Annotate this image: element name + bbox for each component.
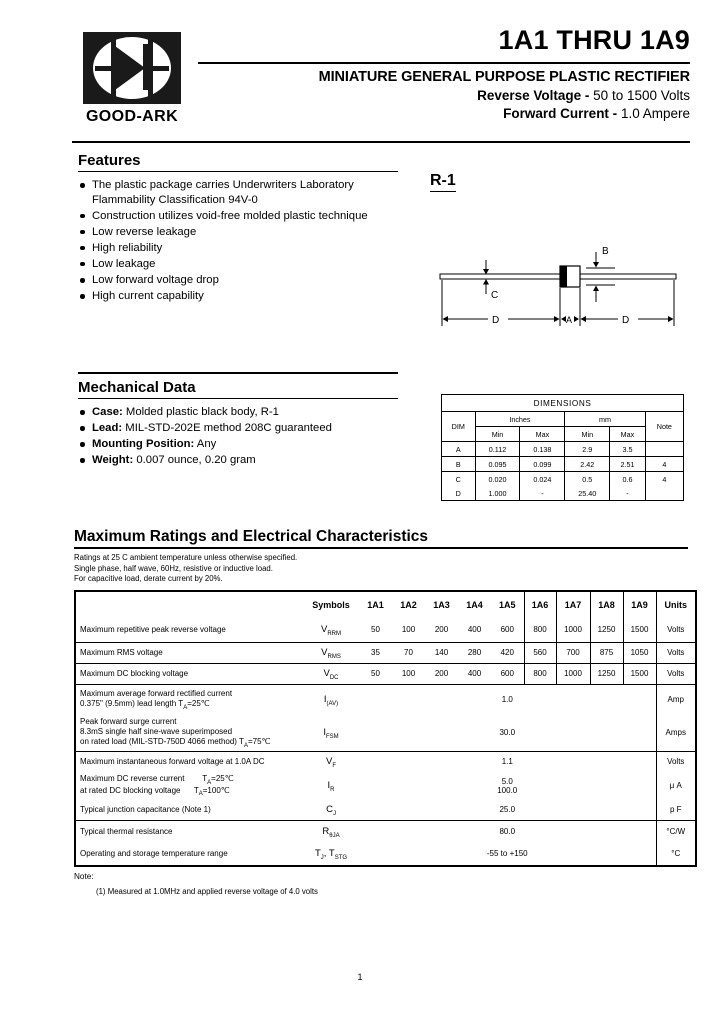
dimensions-title: DIMENSIONS [442,395,684,412]
value-cell: 100 [392,663,425,684]
package-label: R-1 [430,172,456,192]
table-header-row [75,591,696,618]
mech-label: Case: [92,406,123,418]
value-cell: 1000 [556,618,590,643]
list-item: High current capability [78,289,398,304]
row-desc: Maximum instantaneous forward voltage at 1.0A DC [75,751,303,772]
ratings-conditions [74,553,688,585]
dim-cell: 25.40 [565,486,610,501]
dim-cell: 0.6 [610,472,645,487]
row-desc: Maximum RMS voltage [75,642,303,663]
col-header-1a7: 1A7 [556,591,590,618]
table-row [75,800,696,821]
row-desc-line1: Maximum DC reverse current $T_A=25℃$ [80,774,234,786]
value-cell: 1250 [590,618,623,643]
company-name: GOOD-ARK [85,108,179,125]
value-cell: 200 [425,663,458,684]
value-cell: 1050 [623,642,656,663]
condition-line: For capacitive load, derate current by 20%. [74,574,223,584]
reverse-voltage-spec [198,88,690,103]
ratings-divider [74,547,688,549]
value-cell-span: 1.0 [501,695,513,705]
table-row [75,820,696,843]
value-100c: 100.0 [497,785,518,795]
mech-value: Any [196,438,217,451]
col-header-1a2: 1A2 [392,591,425,618]
value-cell: 1000 [556,663,590,684]
value-cell: 50 [359,663,392,684]
units-cell: Amps [656,715,696,752]
value-cell-span: 30.0 [359,715,656,752]
forward-current-spec [198,106,690,121]
svg-text:D: D [492,315,500,326]
table-row [442,457,684,472]
page-title: 1A1 THRU 1A9 [498,25,690,55]
ratings-table [74,590,697,867]
units-cell: Amp [656,684,696,715]
value-cell-span [359,772,656,800]
dim-cell: 2.42 [565,457,610,472]
units-cell: Volts [656,663,696,684]
dim-cell: 0.138 [520,442,565,457]
table-row [75,843,696,866]
units-cell: Volts [656,618,696,643]
value-cell-span: -55 to +150 [359,843,656,866]
notes-section [74,872,688,896]
value-cell: 400 [458,618,491,643]
diode-logo-icon [83,32,181,104]
row-symbol: $I_{(AV)}$ [323,694,339,707]
svg-text:C: C [491,290,499,301]
mech-label: Mounting Position: [92,438,195,451]
dim-cell [645,442,683,457]
dimensions-table [441,394,684,501]
table-row [442,486,684,501]
value-cell: 70 [392,642,425,663]
title-divider [198,62,690,64]
mech-value: 0.007 ounce, 0.20 gram [136,454,256,467]
row-desc [75,684,303,715]
table-row [75,751,696,772]
dim-cell: - [610,486,645,501]
value-cell: 700 [556,642,590,663]
company-logo [72,32,192,126]
condition-line: Single phase, half wave, 60Hz, resistive or inductive load. [74,563,273,573]
table-row [75,618,696,643]
dim-cell: 2.51 [610,457,645,472]
units-cell: Volts [656,642,696,663]
value-25c: 5.0 [501,776,513,786]
value-cell: 400 [458,663,491,684]
row-desc-line1: Peak forward surge current [80,716,177,726]
col-header-units: Units [656,591,696,618]
row-desc [75,772,303,800]
mech-value: Molded plastic black body, R-1 [125,406,279,418]
col-header-1a8: 1A8 [590,591,623,618]
value-cell: 100 [392,618,425,643]
value-cell: 35 [359,642,392,663]
col-header-1a5: 1A5 [491,591,524,618]
value-cell: 1250 [590,663,623,684]
features-section [78,152,398,305]
dim-cell: C [442,472,476,487]
row-desc-line2: 8.3mS single half sine-wave superimposed [80,727,233,737]
table-row [442,395,684,412]
dim-cell: 0.020 [475,472,520,487]
table-row [442,442,684,457]
inches-col-header: Inches [475,412,565,427]
dim-cell: 0.095 [475,457,520,472]
row-desc: Typical thermal resistance [75,820,303,843]
row-desc: Maximum repetitive peak reverse voltage [75,618,303,643]
ratings-section [74,528,688,867]
list-item: Construction utilizes void-free molded plastic technique [78,209,398,224]
value-cell: 600 [491,663,524,684]
r1-outline-diagram [430,224,686,332]
svg-text:B: B [602,246,609,257]
dim-cell: D [442,486,476,501]
units-cell: p F [656,800,696,821]
features-divider [78,171,398,172]
table-row [442,472,684,487]
mechanical-top-divider [78,372,398,374]
col-header-1a6: 1A6 [524,591,556,618]
reverse-voltage-label: Reverse Voltage - [477,88,590,103]
row-desc: Operating and storage temperature range [75,843,303,866]
svg-text:A: A [566,315,573,325]
dim-cell: 0.112 [475,442,520,457]
row-symbol: $V_{RMS}$ [303,642,359,663]
title-area [198,24,690,121]
value-cell: 875 [590,642,623,663]
table-row [75,715,696,752]
value-cell: 1500 [623,618,656,643]
row-desc-line1: Maximum average forward rectified current [80,688,233,698]
dim-cell: - [520,486,565,501]
product-subtitle: MINIATURE GENERAL PURPOSE PLASTIC RECTIFIER [318,69,690,85]
list-item: Low leakage [78,257,398,272]
value-cell: 420 [491,642,524,663]
row-symbol: $I_R$ [327,780,335,793]
value-cell: 600 [491,618,524,643]
list-item [78,453,398,468]
dim-cell [645,486,683,501]
row-symbol: $V_{DC}$ [303,663,359,684]
row-desc-line2: at rated DC blocking voltage $T_A=100℃$ [80,785,230,798]
col-header-1a3: 1A3 [425,591,458,618]
features-heading: Features [78,152,141,169]
reverse-voltage-value: 50 to 1500 Volts [593,88,690,103]
list-item: Low forward voltage drop [78,273,398,288]
mm-min-header: Min [565,427,610,442]
features-list [78,178,398,304]
package-drawing [430,172,690,332]
value-cell: 800 [524,663,556,684]
col-header-1a4: 1A4 [458,591,491,618]
mm-max-header: Max [610,427,645,442]
value-cell: 800 [524,618,556,643]
condition-line: Ratings at 25 C ambient temperature unless otherwise specified. [74,553,298,562]
row-symbol: $I_{FSM}$ [303,715,359,752]
list-item: High reliability [78,241,398,256]
row-desc-line3: on rated load (MIL-STD-750D 4066 method) $T_A=75℃$ [80,737,271,749]
table-row [442,412,684,427]
forward-current-value: 1.0 Ampere [620,106,690,121]
list-item [78,421,398,436]
value-cell: 1500 [623,663,656,684]
value-cell-span: 80.0 [499,827,516,837]
value-cell: 560 [524,642,556,663]
list-item: The plastic package carries Underwriters Laboratory Flammability Classification 94V-0 [78,178,398,207]
dim-cell: 3.5 [610,442,645,457]
value-cell: 280 [458,642,491,663]
row-symbol: $V_F$ [325,756,336,769]
row-desc: Typical junction capacitance (Note 1) [75,800,303,821]
col-header-1a9: 1A9 [623,591,656,618]
col-header-symbols: Symbols [303,591,359,618]
row-desc: Maximum DC blocking voltage [75,663,303,684]
mech-value: MIL-STD-202E method 208C guaranteed [125,422,332,435]
dim-cell: B [442,457,476,472]
table-row [75,772,696,800]
dim-cell: 0.099 [520,457,565,472]
notes-label: Note: [74,872,94,881]
dim-cell: 4 [645,472,683,487]
list-item [78,437,398,452]
units-cell: °C [656,843,696,866]
dim-cell: 2.9 [565,442,610,457]
dim-cell: 1.000 [475,486,520,501]
units-cell: °C/W [656,820,696,843]
dim-cell: 4 [645,457,683,472]
table-row [75,642,696,663]
row-desc-line2: 0.375" (9.5mm) lead length $T_A=25℃$ [80,699,210,711]
row-symbol: $T_J$, $T_{STG}$ [303,843,359,866]
row-symbol: $R_{\theta JA}$ [322,826,340,839]
mech-label: Lead: [92,422,123,435]
row-symbol: $C_J$ [303,800,359,821]
list-item: Low reverse leakage [78,225,398,240]
dim-cell: A [442,442,476,457]
mechanical-divider [78,398,398,399]
dim-col-header: DIM [442,412,476,442]
mech-label: Weight: [92,454,134,467]
mm-col-header: mm [565,412,645,427]
value-cell-span: 25.0 [359,800,656,821]
svg-text:D: D [622,315,630,326]
list-item [78,405,398,420]
table-row [75,663,696,684]
value-cell-span: 1.1 [501,757,513,767]
note-col-header: Note [645,412,683,442]
page-header [72,24,690,142]
table-row [75,684,696,715]
row-symbol: $V_{RRM}$ [303,618,359,643]
header-bottom-divider [72,141,690,143]
value-cell: 50 [359,618,392,643]
value-cell: 140 [425,642,458,663]
mechanical-data-section [78,372,398,469]
page-number: 1 [357,972,363,982]
inches-min-header: Min [475,427,520,442]
units-cell: Volts [656,751,696,772]
inches-max-header: Max [520,427,565,442]
mechanical-heading: Mechanical Data [78,379,196,396]
units-cell: μ A [656,772,696,800]
col-header-1a1: 1A1 [359,591,392,618]
ratings-heading: Maximum Ratings and Electrical Characteristics [74,528,429,545]
value-cell: 200 [425,618,458,643]
forward-current-label: Forward Current - [503,106,618,121]
note-item: (1) Measured at 1.0MHz and applied reverse voltage of 4.0 volts [96,887,318,896]
dim-cell: 0.5 [565,472,610,487]
dim-cell: 0.024 [520,472,565,487]
row-desc [75,715,303,752]
mechanical-list [78,405,398,468]
